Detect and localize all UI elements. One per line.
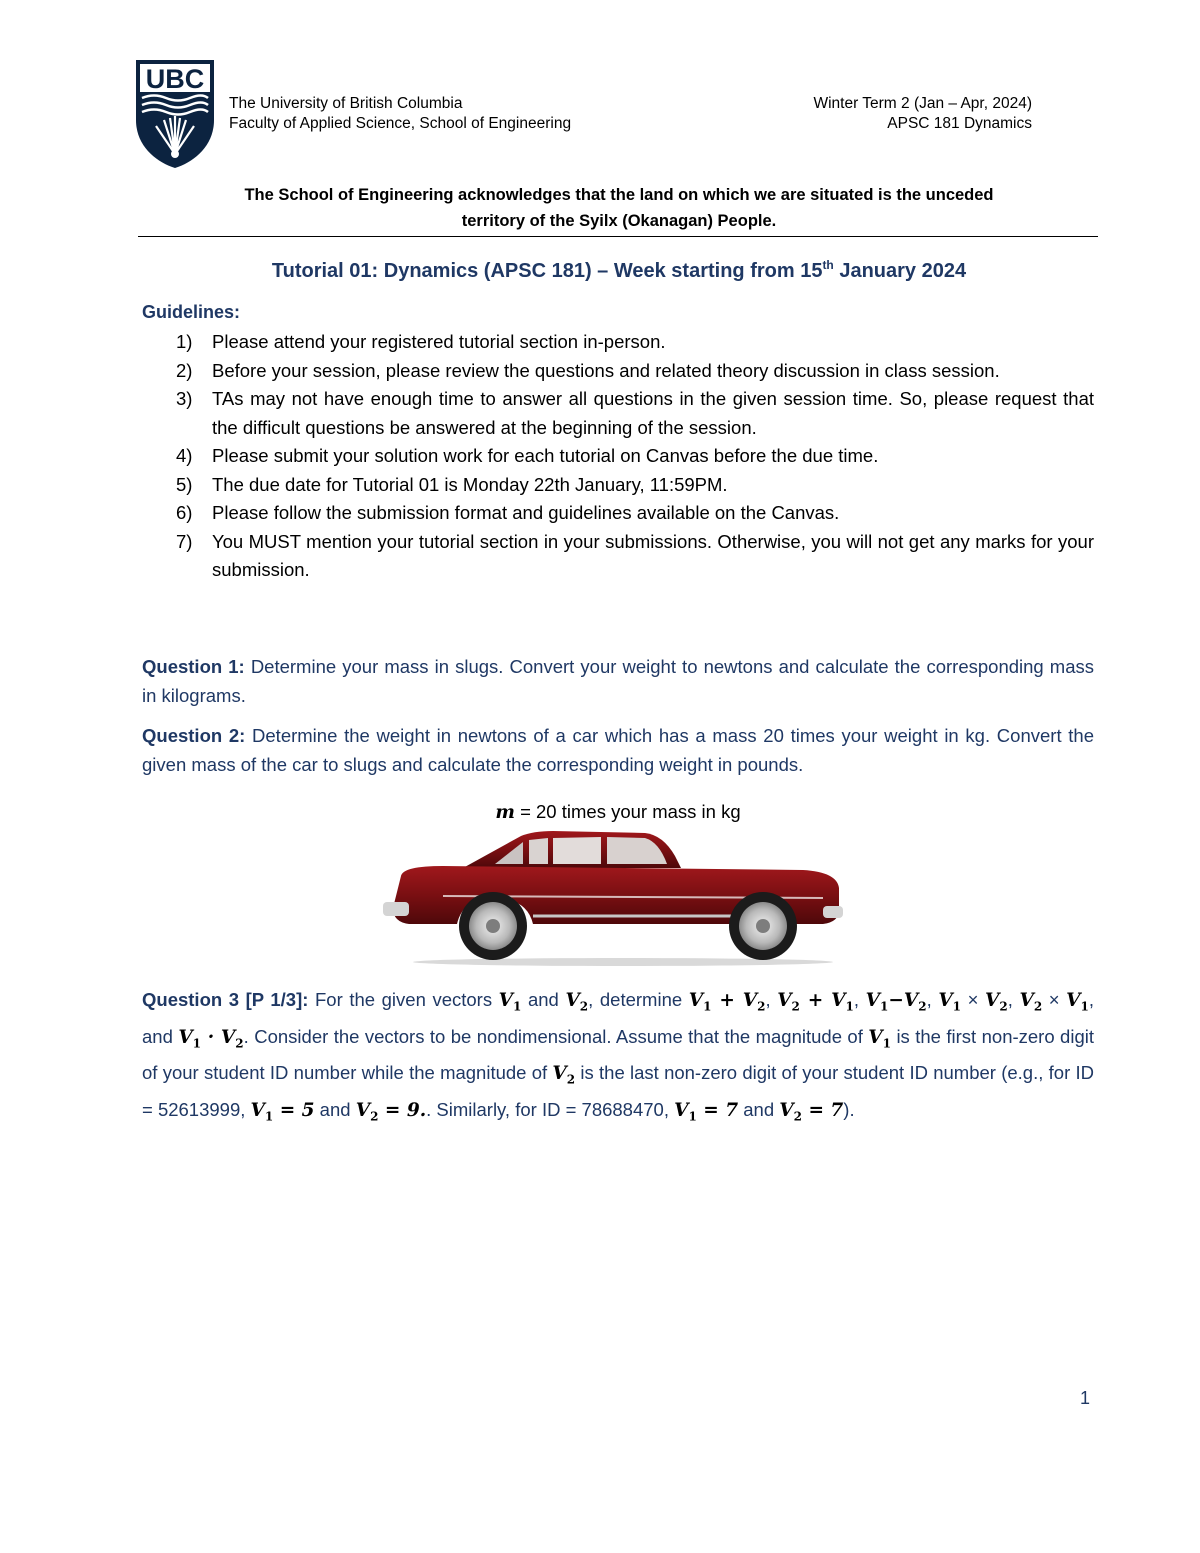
- expr-cross-2: $V_2$: [1019, 990, 1043, 1014]
- example-2-v1: $V_1 = 7$: [674, 1100, 739, 1124]
- list-item: [142, 385, 1094, 442]
- faculty-name: Faculty of Applied Science, School of Engineering: [229, 115, 572, 132]
- title-main: Tutorial 01: Dynamics (APSC 181) – Week starting from 15: [271, 260, 823, 282]
- q3-text: . Similarly, for ID = 78688470,: [426, 1099, 675, 1121]
- item-text: Please follow the submission format and guidelines available on the Canvas.: [212, 502, 840, 523]
- question-1-label: Question 1:: [142, 656, 245, 677]
- item-text: Please submit your solution work for each tutorial on Canvas before the due time.: [212, 445, 879, 466]
- question-1: [142, 652, 1094, 710]
- q3-text: . Consider the vectors to be nondimensional. Assume that the magnitude of: [243, 1025, 869, 1047]
- list-item: [142, 528, 1094, 585]
- ubc-crest-logo: [134, 58, 216, 170]
- vector-v1: $V_1$: [498, 990, 522, 1014]
- example-2-v2-value: = 7: [808, 1100, 844, 1122]
- expr-cross-2b: $V_1$: [1066, 990, 1089, 1014]
- item-number: 7): [176, 530, 193, 552]
- question-3: Question 3 [P 1/3]: For the given vectors $V_1$ and $V_2$, determine $V_1 + V_2$, $V_2 + V_1$, $V_1-V_2$, $V_1 \times V_2$, $V_2 \times V_1$, and $V_1 \cdot V_2$. Consider the vectors to be nondimensional. Assume that the magnitude of $V_1$ is the first non-zero digit of your student ID number while the magnitude of $V_2$ is the last non-zero digit of your student ID number (e.g., for ID = 52613999, $V_1 = 5$ and $V_2 = 9$.. Similarly, for ID = 78688470, $V_1 = 7$ and $V_2 = 7$).: [142, 989, 1095, 1124]
- question-3-label: Question 3 [P 1/3]:: [142, 989, 309, 1010]
- header-left: [229, 94, 571, 134]
- title-sup: th: [822, 258, 834, 272]
- example-2-v2: $V_2 = 7$: [779, 1100, 844, 1124]
- q3-text: For the given vectors: [308, 989, 499, 1010]
- expr-dot: $V_1 \cdot V_2$: [178, 1026, 244, 1051]
- page-number: 1: [1080, 1388, 1091, 1408]
- item-number: 2): [176, 359, 193, 381]
- q3-text: and: [521, 989, 566, 1010]
- expr-cross-1b: $V_2$: [985, 990, 1008, 1014]
- red-car-image: [383, 826, 843, 966]
- example-1-v2-value: = 9.: [384, 1100, 427, 1122]
- item-number: 4): [176, 445, 193, 466]
- ack-line-1: The School of Engineering acknowledges that the land on which we are situated is the unceded: [244, 186, 994, 204]
- mass-formula: [142, 798, 1094, 827]
- expr-diff: $V_1-V_2$: [865, 990, 927, 1014]
- item-text: The due date for Tutorial 01 is Monday 22th January, 11:59PM.: [212, 473, 728, 495]
- example-1-v1: $V_1 = 5$: [250, 1100, 315, 1124]
- q3-text: , determine: [588, 989, 689, 1010]
- q3-text: and: [738, 1099, 780, 1121]
- list-item: [142, 499, 1094, 528]
- logo-text: UBC: [145, 64, 205, 94]
- term-label: Winter Term 2 (Jan – Apr, 2024): [813, 95, 1032, 112]
- mass-formula-text: = 20 times your mass in kg: [514, 801, 741, 822]
- guidelines-heading: Guidelines:: [142, 302, 241, 322]
- item-text: Please attend your registered tutorial section in-person.: [212, 331, 666, 352]
- header-divider: [138, 236, 1098, 237]
- header-right: [720, 94, 1032, 134]
- list-item: [142, 328, 1094, 357]
- expr-sum-2: $V_2 + V_1$: [777, 990, 854, 1014]
- list-item: [142, 471, 1094, 500]
- question-2-label: Question 2:: [142, 725, 246, 746]
- example-1-v2: $V_2 = 9$.: [355, 1100, 427, 1124]
- title-end: January 2024: [833, 260, 967, 282]
- land-acknowledgement: [140, 182, 1098, 234]
- course-label: APSC 181 Dynamics: [887, 115, 1032, 132]
- question-1-text: Determine your mass in slugs. Convert your weight to newtons and calculate the corresponding mass in kilograms.: [142, 656, 1094, 706]
- university-name: The University of British Columbia: [229, 95, 463, 112]
- expr-cross-1: $V_1$: [938, 990, 962, 1014]
- q3-text: is the first non-zero digit of your student ID number while the magnitude of: [142, 1025, 1094, 1084]
- item-text: TAs may not have enough time to answer all questions in the given session time. So, please request that the difficult questions be answered at the beginning of the session.: [212, 388, 1094, 438]
- mass-symbol: m: [495, 802, 515, 823]
- list-item: [142, 442, 1094, 471]
- question-2-text: Determine the weight in newtons of a car which has a mass 20 times your weight in kg. Convert the given mass of the car to slugs and calculate the corresponding weight in pounds.: [142, 725, 1094, 775]
- q3-text: ).: [843, 1099, 855, 1121]
- item-text: You MUST mention your tutorial section in your submissions. Otherwise, you will not get any marks for your submission.: [212, 530, 1094, 580]
- vector-v1: $V_1$: [868, 1026, 892, 1051]
- q3-text: and: [314, 1099, 356, 1121]
- example-2-v1-value: = 7: [703, 1100, 739, 1122]
- ack-line-2: territory of the Syilx (Okanagan) People.: [461, 212, 777, 230]
- vector-v2: $V_2$: [565, 990, 589, 1014]
- item-number: 1): [176, 331, 193, 352]
- list-item: [142, 357, 1094, 386]
- page-title: [140, 256, 1098, 286]
- vector-v2: $V_2$: [552, 1063, 576, 1088]
- guidelines-list: [142, 328, 1094, 585]
- q3-text: is the last non-zero digit of your student ID number (e.g., for ID = 52613999,: [142, 1062, 1094, 1121]
- expr-sum-1: $V_1 + V_2$: [688, 990, 766, 1014]
- example-1-v1-value: = 5: [279, 1100, 315, 1122]
- item-number: 5): [176, 473, 193, 495]
- item-number: 6): [176, 502, 193, 523]
- question-2: [142, 721, 1094, 779]
- item-number: 3): [176, 388, 193, 409]
- item-text: Before your session, please review the questions and related theory discussion in class session.: [212, 359, 1000, 381]
